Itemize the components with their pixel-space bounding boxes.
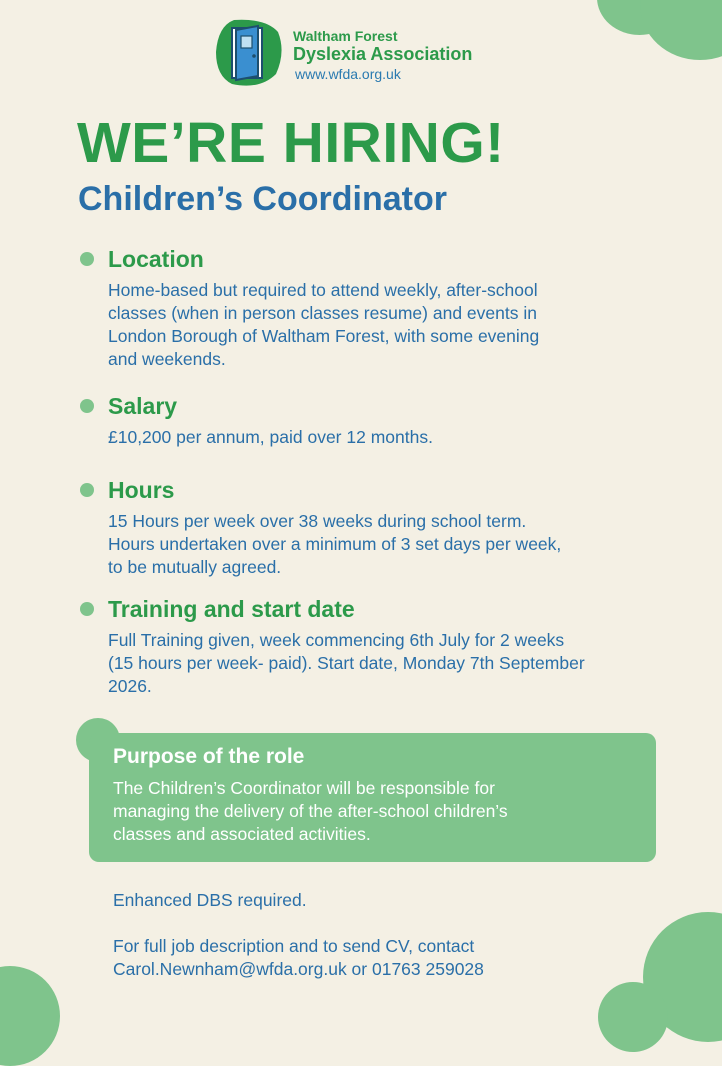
section-title-text: Training and start date — [108, 596, 355, 622]
decor-blob-bottom-right — [598, 982, 668, 1052]
hiring-headline: WE’RE HIRING! — [77, 111, 505, 175]
logo-org-line1: Waltham Forest — [293, 28, 398, 44]
section-title-text: Salary — [108, 393, 178, 419]
section-body: Home-based but required to attend weekly, after-school classes (when in person classes resume) and events in London Borough of Waltham Forest, with some evening and weekends. — [108, 280, 540, 369]
purpose-box — [89, 733, 656, 862]
section-title — [78, 476, 698, 504]
section-salary — [78, 392, 698, 449]
contact-info: For full job description and to send CV, contact Carol.Newnham@wfda.org.uk or 01763 259028 — [113, 936, 484, 979]
decor-blob-bottom-left — [0, 966, 60, 1066]
purpose-body: The Children’s Coordinator will be responsible for managing the delivery of the after-school children’s classes and associated activities. — [113, 778, 508, 844]
section-body: Full Training given, week commencing 6th July for 2 weeks (15 hours per week- paid). Start date, Monday 7th September 2026. — [108, 630, 585, 696]
section-body: £10,200 per annum, paid over 12 months. — [108, 427, 433, 447]
section-hours — [78, 476, 698, 579]
section-location — [78, 245, 698, 371]
section-body: 15 Hours per week over 38 weeks during school term. Hours undertaken over a minimum of 3 set days per week, to be mutually agreed. — [108, 511, 562, 577]
bullet-icon — [80, 483, 94, 497]
dbs-note: Enhanced DBS required. — [113, 890, 307, 910]
logo — [214, 18, 514, 88]
door-icon — [214, 18, 284, 88]
bullet-icon — [80, 602, 94, 616]
section-title — [78, 245, 698, 273]
logo-website: www.wfda.org.uk — [295, 66, 401, 82]
section-title-text: Location — [108, 246, 204, 272]
bullet-icon — [80, 399, 94, 413]
section-training — [78, 595, 698, 698]
section-title — [78, 392, 698, 420]
bullet-icon — [80, 252, 94, 266]
logo-org-line2: Dyslexia Association — [293, 44, 473, 64]
section-title-text: Hours — [108, 477, 175, 503]
purpose-title: Purpose of the role — [113, 745, 305, 768]
job-title: Children’s Coordinator — [78, 180, 447, 218]
decor-blob-top-right — [640, 0, 722, 60]
section-title — [78, 595, 698, 623]
